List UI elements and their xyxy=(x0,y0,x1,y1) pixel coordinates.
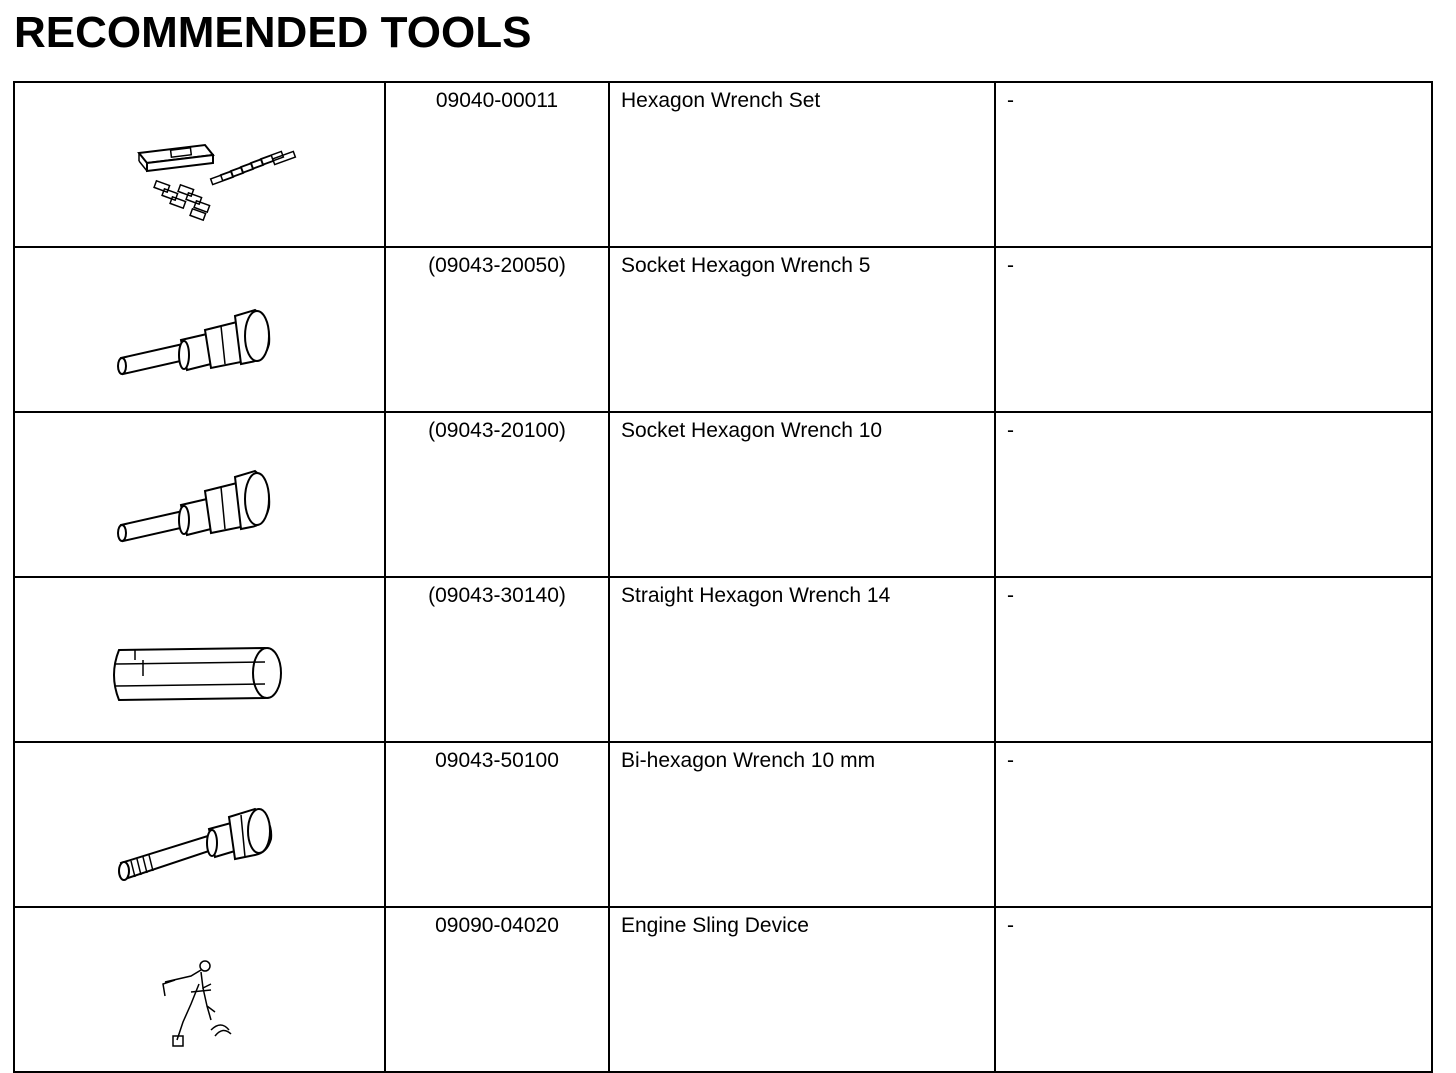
table-row xyxy=(14,412,1432,577)
tool-name: Socket Hexagon Wrench 10 xyxy=(609,412,995,577)
tool-name: Straight Hexagon Wrench 14 xyxy=(609,577,995,742)
tool-note: - xyxy=(995,412,1432,577)
table-row xyxy=(14,82,1432,247)
part-number: (09043-20050) xyxy=(385,247,609,412)
hexagon-wrench-set-illustration xyxy=(14,82,385,247)
tools-table xyxy=(13,81,1433,1073)
tool-name: Hexagon Wrench Set xyxy=(609,82,995,247)
tool-note: - xyxy=(995,907,1432,1072)
engine-sling-device-illustration xyxy=(14,907,385,1072)
part-number: 09043-50100 xyxy=(385,742,609,907)
table-row xyxy=(14,907,1432,1072)
table-row xyxy=(14,742,1432,907)
bi-hexagon-wrench-illustration xyxy=(14,742,385,907)
tool-note: - xyxy=(995,577,1432,742)
socket-hexagon-wrench-illustration xyxy=(14,247,385,412)
tool-name: Socket Hexagon Wrench 5 xyxy=(609,247,995,412)
tool-note: - xyxy=(995,82,1432,247)
part-number: 09040-00011 xyxy=(385,82,609,247)
tool-name: Engine Sling Device xyxy=(609,907,995,1072)
tool-note: - xyxy=(995,742,1432,907)
part-number: 09090-04020 xyxy=(385,907,609,1072)
part-number: (09043-30140) xyxy=(385,577,609,742)
table-row xyxy=(14,247,1432,412)
tool-note: - xyxy=(995,247,1432,412)
socket-hexagon-wrench-illustration xyxy=(14,412,385,577)
part-number: (09043-20100) xyxy=(385,412,609,577)
page-title: RECOMMENDED TOOLS xyxy=(14,8,532,57)
tool-name: Bi-hexagon Wrench 10 mm xyxy=(609,742,995,907)
table-row xyxy=(14,577,1432,742)
straight-hexagon-wrench-illustration xyxy=(14,577,385,742)
